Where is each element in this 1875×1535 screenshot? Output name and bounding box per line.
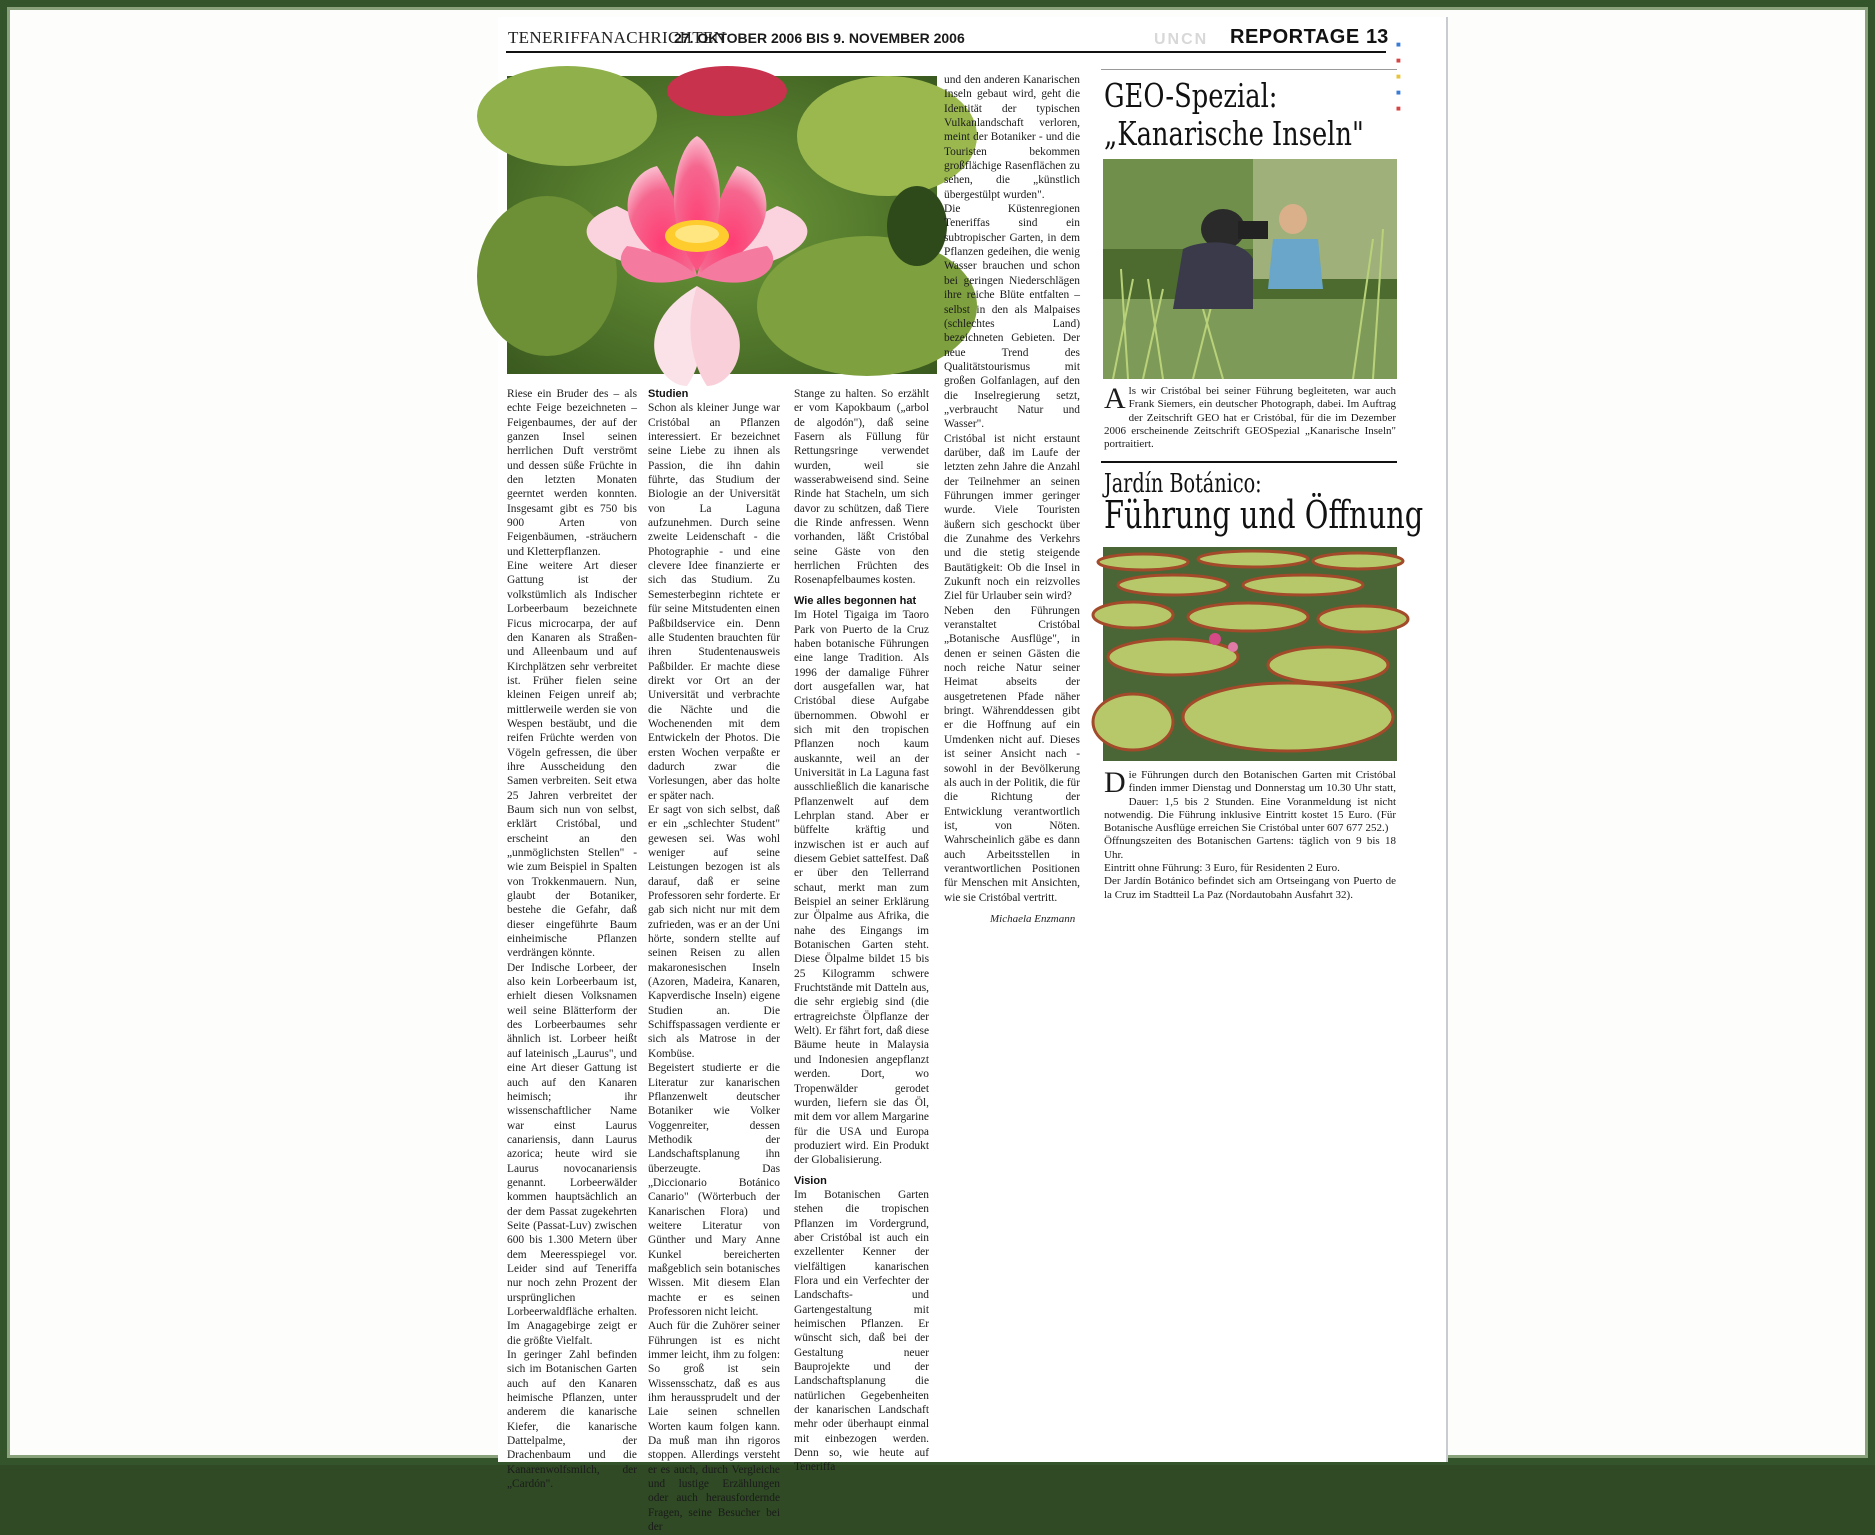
lily-pads-illustration bbox=[1103, 547, 1397, 761]
header-rule bbox=[506, 51, 1386, 53]
paragraph: Im Botanischen Garten stehen die tropischen Pflanzen im Vordergrund, aber Cristóbal ist auch ein exzellenter Kenner der vielfältigen kanarischen Flora und ein Verfechter der Landschafts- und Gartengestaltung mit heimischen Pflanzen. Er wünscht sich, daß bei der Gestaltung neuer Bauprojekte und der Landschaftsplanung die natürlichen Gegebenheiten der kanarischen Landschaft mehr oder überhaupt einmal mit einbezogen werden. Denn so, wie heute auf Teneriffa bbox=[794, 1188, 929, 1474]
paragraph: Er sagt von sich selbst, daß er ein „schlechter Student" gewesen sei. Was wohl weniger auf seine Leistungen bezogen ist als darauf, daß er seine Professoren sehr forderte. Er gab sich nicht nur mit dem zufrieden, was er an der Uni hörte, sondern stellte auf seinen Reisen zu allen makaronesischen Inseln (Azoren, Madeira, Kanaren, Kapverdische Inseln) eigene Studien an. Die Schiffspassagen verdiente er sich als Matrose in der Kombüse. bbox=[648, 803, 780, 1060]
subheading-studien: Studien bbox=[648, 388, 689, 400]
article-column-3 bbox=[794, 387, 929, 1475]
lotus-photo bbox=[507, 76, 937, 374]
garden-location: Der Jardín Botánico befindet sich am Ortseingang von Puerto de la Cruz im Stadtteil La Paz (Nordautobahn Ausfahrt 32). bbox=[1104, 875, 1396, 901]
dropcap-d: D bbox=[1104, 766, 1126, 799]
sidebar-rule-middle bbox=[1101, 461, 1397, 463]
photographer-photo bbox=[1103, 159, 1397, 379]
article-column-4 bbox=[944, 73, 1080, 905]
paragraph: Der Indische Lorbeer, der also kein Lorbeerbaum ist, erhielt diesen Volksnamen weil seine Blätterform der des Lorbeerbaumes sehr ähnlich ist. Lorbeer heißt auf lateinisch „Laurus", und eine Art dieser Gattung ist auch auf den Kanaren heimisch; ihr wissenschaftlicher Name war einst Laurus canariensis, dann Laurus azorica; heute wird sie Laurus novocanariensis genannt. Lorbeerwälder kommen hauptsächlich an der dem Passat zugekehrten Seite (Passat-Luv) zwischen 600 bis 1.300 Metern über dem Meeresspiegel vor. Leider sind auf Teneriffa nur noch zehn Prozent der ursprünglichen Lorbeerwaldfläche erhalten. Im Anagagebirge zeigt er die größte Vielfalt. bbox=[507, 961, 637, 1347]
paragraph: Neben den Führungen veranstaltet Cristóbal „Botanische Ausflüge", in denen er seinen Gästen die noch reiche Natur seiner Heimat abseits der ausgetretenen Pfade näher bringt. Währenddessen gibt er die Hoffnung auf ein Umdenken nicht auf. Dieses ist seiner Ansicht nach - sowohl in der Bevölkerung als auch in der Politik, die für die Richtung der Entwicklung verantwortlich ist, von Nöten. Wahrscheinlich gäbe es dann auch Arbeitsstellen in verantwortlichen Positionen für Menschen mit Ansichten, wie sie Cristóbal vertritt. bbox=[944, 604, 1080, 904]
section-title: REPORTAGE bbox=[1230, 26, 1360, 48]
article-column-2 bbox=[648, 387, 780, 1535]
paragraph: Im Hotel Tigaiga im Taoro Park von Puerto de la Cruz haben botanische Führungen eine lange Tradition. Als 1996 der damalige Führer dort ausgefallen war, hat Cristóbal diese Aufgabe übernommen. Obwohl er sich mit den tropischen Pflanzen noch kaum auskannte, weil an der Universität in La Laguna fast ausschließlich die kanarische Pflanzenwelt auf dem Lehrplan stand. Aber er büffelte kräftig und inzwischen ist er auch auf diesem Gebiet satteIfest. Daß er über den Tellerrand schaut, merkt man zum Beispiel an seiner Erklärung zur Ölpalme aus Afrika, die nahe des Eingangs im Botanischen Garten steht. Diese Ölpalme bildet 15 bis 25 Kilogramm schwere Fruchtstände mit Datteln aus, die sehr ergiebig sind (die ertragreichste Ölpflanze der Welt). Er fährt fort, daß diese Bäume heute in Malaysia und Indonesien angepflanzt werden. Dort, wo Tropenwälder gerodet wurden, liefern sie das Öl, mit dem vor allem Margarine für die USA und Europa produziert wird. Ein Produkt der Globalisierung. bbox=[794, 609, 929, 1167]
bleed-through-text: UNCN bbox=[1154, 31, 1209, 48]
info-paragraph: ie Führungen durch den Botanischen Garten mit Cristóbal finden immer Dienstag und Donnerstag um 10.30 Uhr statt, Dauer: 1,5 bis 2 Stunden. Eine Voranmeldung ist nicht notwendig. Die Führung inklusive Eintritt kostet 15 Euro. (Für Botanische Ausflüge erreichen Sie Cristóbal unter 607 677 252.) bbox=[1104, 769, 1396, 835]
admission-price: Eintritt ohne Führung: 3 Euro, für Residenten 2 Euro. bbox=[1104, 862, 1340, 875]
fuehrung-oeffnung-headline: Führung und Öffnung bbox=[1104, 493, 1424, 537]
garden-scene-illustration bbox=[1103, 159, 1397, 379]
paragraph: Begeistert studierte er die Literatur zur kanarischen Pflanzenwelt deutscher Botaniker wie Volker Voggenreiter, dessen Methodik der Landschaftsplanung ihn überzeugte. Das „Diccionario Botánico Canario" (Wörterbuch der Kanarischen Flora) und weitere Literatur von Günther und Mary Anne Kunkel bereicherten maßgeblich sein botanisches Wissen. Mit diesem Elan machte er es seinen Professoren nicht leicht. bbox=[648, 1062, 780, 1318]
garden-info-text bbox=[1104, 766, 1396, 902]
paragraph: Cristóbal ist nicht erstaunt darüber, daß im Laufe der letzten zehn Jahre die Anzahl der Teilnehmer an seinen Führungen immer geringer wurde. Viele Touristen äußern sich geschockt über die Zunahme des Verkehrs und die stetig steigende Bautätigkeit: Ob die Insel in Zukunft noch ein reizvolles Ziel für Urlauber sein wird? bbox=[944, 432, 1080, 603]
publication-name: TENERIFFANACHRICHTEN bbox=[508, 28, 727, 47]
page-number: 13 bbox=[1366, 26, 1389, 48]
paragraph: Stange zu halten. So erzählt er vom Kapokbaum („arbol de algodón"), daß seine Fasern als Füllung für Rettungsringe verwendet wurden, weil sie wasserabweisend sind. Seine Rinde hat Stacheln, um sich davor zu schützen, daß Tiere die Rinde anfressen. Wenn vorhanden, läßt Cristóbal seine Gäste von den herrlichen Früchten des Rosenapfelbaumes kosten. bbox=[794, 388, 929, 587]
author-byline: Michaela Enzmann bbox=[990, 913, 1076, 925]
geo-headline-line1: GEO-Spezial: bbox=[1104, 76, 1278, 115]
geo-headline-line2: „Kanarische Inseln" bbox=[1104, 114, 1364, 153]
paragraph: Die Küstenregionen Teneriffas sind ein subtropischer Garten, in dem Pflanzen gedeihen, die wenig Wasser brauchen und schon bei geringen Niederschlägen ihre reiche Blüte entfalten – selbst in den als Malpaises (schlechtes Land) bezeichneten Gebieten. Der neue Trend des Qualitätstourismus mit großen Golfanlagen, auf den die Inselregierung setzt, „verbraucht Natur und Wasser". bbox=[944, 203, 1080, 431]
subheading-wie-alles-begonnen: Wie alles begonnen hat bbox=[794, 594, 917, 607]
caption-text: ls wir Cristóbal bei seiner Führung begleiteten, war auch Frank Siemers, ein deutscher Photograph, dabei. Im Auftrag der Zeitschrift GEO hat er Cristóbal, für die im Dezember 2006 erscheinende Zeitschrift GEOSpezial „Kanarische Inseln" portraitiert. bbox=[1104, 385, 1396, 451]
issue-date-range: 27. OKTOBER 2006 BIS 9. NOVEMBER 2006 bbox=[674, 30, 965, 46]
paragraph: Schon als kleiner Junge war Cristóbal an Pflanzen interessiert. Er bezeichnet seine Liebe zu ihnen als Passion, die ihn dahin führte, das Studium der Biologie an der Universität von La Laguna aufzunehmen. Durch seine zweite Leidenschaft - die Photographie - und eine clevere Idee finanzierte er sich das Studium. Zu Semesterbeginn richtete er für seine Mitstudenten einen Paßbildservice ein. Denn alle Studenten brauchten für ihren Studentenausweis Paßbilder. Er machte diese direkt vor Ort an der Universität und verbrachte die Nächte und die Wochenenden mit dem Entwickeln der Photos. Die ersten Wochen verpaßte er dadurch zwar die Vorlesungen, aber das holte er später nach. bbox=[648, 402, 780, 802]
subheading-vision: Vision bbox=[794, 1174, 827, 1187]
paragraph: Auch für die Zuhörer seiner Führungen ist es nicht immer leicht, ihm zu folgen: So groß ist sein Wissensschatz, daß es aus ihm heraussprudelt und der Laie seinen schnellen Worten kaum folgen kann. Da muß man ihn rigoros stoppen. Allerdings versteht er es auch, durch Vergleiche und lustige Erzählungen oder auch herausfordernde Fragen, seine Besucher bei der bbox=[648, 1320, 780, 1534]
opening-hours: Öffnungszeiten des Botanischen Gartens: täglich von 9 bis 18 Uhr. bbox=[1104, 835, 1396, 861]
geo-photo-caption bbox=[1104, 382, 1396, 451]
jardin-botanico-headline: Jardín Botánico: bbox=[1104, 469, 1262, 499]
paragraph: Riese ein Bruder des – als echte Feige bezeichneten – Feigenbaumes, der auf der ganzen Insel seinen herrlichen Duft verströmt und dessen süße Früchte in den letzten Monaten geerntet werden konnten. Insgesamt gibt es 750 bis 900 Arten von Feigenbäumen, -sträuchern und Kletterpflanzen. bbox=[507, 388, 637, 558]
article-column-1 bbox=[507, 387, 637, 1491]
color-register-marks: ■ ■ ■ ■ ■ bbox=[1396, 40, 1401, 113]
newspaper-page bbox=[498, 17, 1448, 1534]
victoria-lilies-photo bbox=[1103, 547, 1397, 761]
paragraph: und den anderen Kanarischen Inseln gebaut wird, geht die Identität der typischen Vulkanlandschaft verloren, meint der Botaniker - und die Touristen bekommen großflächige Rasenflächen zu sehen, die „künstlich übergestülpt wurden". bbox=[944, 74, 1080, 201]
paragraph: In geringer Zahl befinden sich im Botanischen Garten auch auf den Kanaren heimische Pflanzen, unter anderem die kanarische Kiefer, die kanarische Dattelpalme, der Drachenbaum und die Kanarenwolfsmilch, der „Cardón". bbox=[507, 1349, 637, 1491]
sidebar-rule-top bbox=[1101, 69, 1397, 70]
geo-spezial-headline bbox=[1104, 77, 1364, 153]
lotus-illustration bbox=[507, 76, 937, 374]
dropcap-a: A bbox=[1104, 382, 1126, 415]
paragraph: Eine weitere Art dieser Gattung ist der volkstümlich als Indischer Lorbeerbaum bezeichnete Ficus microcarpa, der auf den Kanaren als Straßen- und Alleenbaum und auf Kirchplätzen sehr verbreitet ist. Früher fielen seine kleinen Feigen unreif ab; mittlerweile werden sie von Wespen bestäubt, und die reifen Früchte werden von Vögeln gefressen, die über ihre Ausscheidung den Samen verbreiten. Seit etwa 25 Jahren verbreitet der Baum sich nun von selbst, erklärt Cristóbal, und erscheint an den „unmöglichsten Stellen" - wie zum Beispiel in Spalten von Trokkenmauern. Nun, glaubt der Botaniker, bestehe die Gefahr, daß dieser eingeführte Baum einheimische Pflanzen verdrängen könnte. bbox=[507, 560, 637, 960]
